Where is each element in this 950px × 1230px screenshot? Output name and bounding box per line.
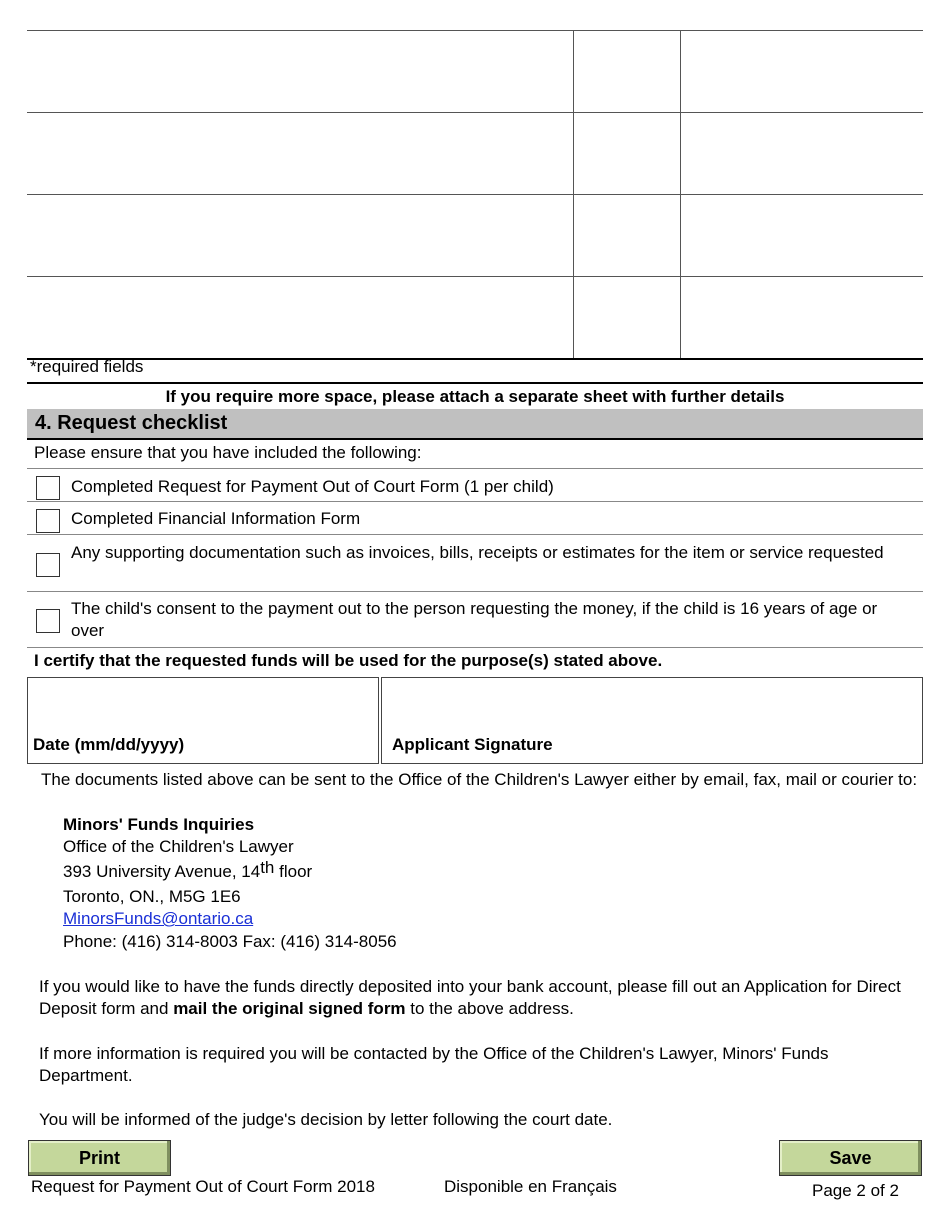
checklist-item: [27, 468, 923, 502]
save-button[interactable]: Save: [779, 1140, 922, 1176]
table-cell-amount[interactable]: [681, 113, 927, 196]
direct-deposit-emphasis: mail the original signed form: [173, 999, 406, 1018]
section-4-title: 4. Request checklist: [27, 409, 923, 440]
checkbox-supporting-docs[interactable]: [36, 553, 60, 577]
certify-statement: I certify that the requested funds will be used for the purpose(s) stated above.: [34, 651, 663, 670]
table-row: [27, 113, 923, 195]
table-cell-amount[interactable]: [681, 195, 927, 278]
checklist-item: [27, 592, 923, 648]
table-cell-description[interactable]: [27, 113, 577, 196]
form-name: Request for Payment Out of Court Form 2018: [31, 1177, 375, 1196]
table-cell-amount[interactable]: [681, 31, 927, 114]
table-cell-description[interactable]: [27, 195, 577, 278]
checklist-label: Completed Request for Payment Out of Court Form (1 per child): [71, 477, 554, 496]
contact-email-wrap: [63, 908, 563, 930]
page-number: Page 2 of 2: [812, 1181, 899, 1200]
checkbox-child-consent[interactable]: [36, 609, 60, 633]
checklist-intro: Please ensure that you have included the following:: [34, 443, 422, 462]
contact-office: Office of the Children's Lawyer: [63, 837, 294, 856]
checkbox-financial-form[interactable]: [36, 509, 60, 533]
table-row: [27, 31, 923, 113]
table-cell-description[interactable]: [27, 277, 577, 360]
checklist-label: The child's consent to the payment out to the person requesting the money, if the child is 16 years of age or over: [71, 599, 878, 640]
direct-deposit-paragraph: [39, 976, 919, 1020]
table-cell-quantity[interactable]: [574, 31, 684, 114]
checklist-item: [27, 535, 923, 592]
contact-street: [63, 858, 563, 883]
email-link[interactable]: MinorsFunds@ontario.ca: [63, 909, 254, 928]
table-cell-amount[interactable]: [681, 277, 927, 360]
details-table: [27, 30, 923, 360]
direct-deposit-tail: to the above address.: [405, 999, 574, 1018]
street-superscript: th: [260, 858, 275, 877]
required-fields-note: *required fields: [30, 357, 144, 376]
table-cell-quantity[interactable]: [574, 195, 684, 278]
table-row: [27, 277, 923, 360]
contact-city: Toronto, ON., M5G 1E6: [63, 887, 241, 906]
checklist-label: Any supporting documentation such as invoices, bills, receipts or estimates for the item or service requested: [71, 543, 884, 562]
signature-label: Applicant Signature: [392, 735, 553, 754]
french-availability: Disponible en Français: [444, 1177, 617, 1196]
date-field[interactable]: [27, 677, 379, 764]
checkbox-request-form[interactable]: [36, 476, 60, 500]
checklist-label: Completed Financial Information Form: [71, 509, 361, 528]
signature-field[interactable]: [381, 677, 923, 764]
street-suffix: floor: [274, 862, 313, 881]
table-row: [27, 195, 923, 277]
date-label: Date (mm/dd/yyyy): [33, 735, 185, 754]
decision-paragraph: You will be informed of the judge's decision by letter following the court date.: [39, 1110, 613, 1129]
more-space-note: If you require more space, please attach a separate sheet with further details: [27, 382, 923, 411]
more-info-paragraph: If more information is required you will be contacted by the Office of the Children's Lawyer, Minors' Funds Department.: [39, 1044, 829, 1085]
table-cell-quantity[interactable]: [574, 113, 684, 196]
direct-deposit-text: If you would like to have the funds directly deposited into your bank account, please fill out an Application for Direct Deposit form and: [39, 977, 901, 1018]
contact-phone: Phone: (416) 314-8003 Fax: (416) 314-8056: [63, 932, 397, 951]
contact-intro: The documents listed above can be sent to the Office of the Children's Lawyer either by email, fax, mail or courier to:: [41, 770, 918, 789]
contact-name: Minors' Funds Inquiries: [63, 815, 255, 834]
checklist-item: [27, 502, 923, 535]
print-button[interactable]: Print: [28, 1140, 171, 1176]
table-cell-quantity[interactable]: [574, 277, 684, 360]
table-cell-description[interactable]: [27, 31, 577, 114]
street-text: 393 University Avenue, 14: [63, 862, 261, 881]
